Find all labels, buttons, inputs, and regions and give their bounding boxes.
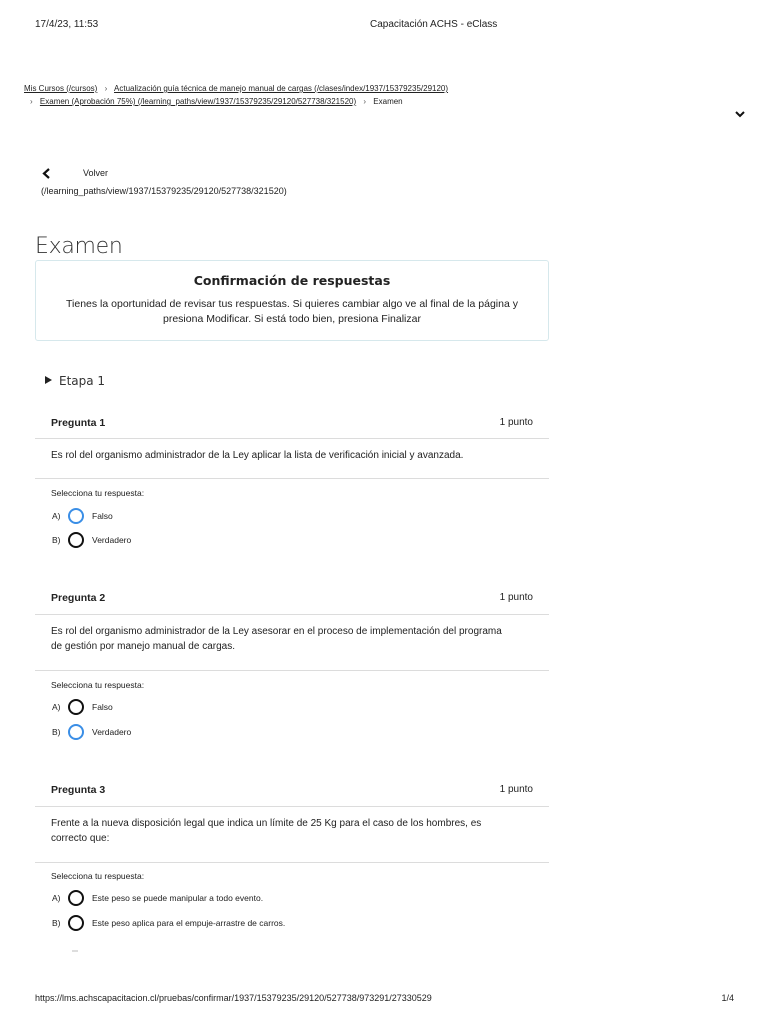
option-label: Falso (92, 511, 113, 521)
breadcrumb-course[interactable]: Actualización guía técnica de manejo manual de cargas (/clases/index/1937/15379235/29120) (114, 84, 449, 93)
option-letter: A) (52, 511, 61, 521)
print-footer-url: https://lms.achscapacitacion.cl/pruebas/confirmar/1937/15379235/29120/527738/973291/27330529 (35, 993, 432, 1003)
breadcrumb-separator: › (363, 97, 367, 106)
breadcrumb-my-courses[interactable]: Mis Cursos (/cursos) (24, 84, 98, 93)
radio-button[interactable] (68, 890, 84, 906)
back-link[interactable]: Volver (83, 168, 109, 178)
question-points: 1 punto (499, 417, 533, 428)
answer-option-b[interactable] (52, 724, 131, 740)
radio-button-selected[interactable] (68, 508, 84, 524)
option-label: Falso (92, 702, 113, 712)
answer-option-a[interactable] (52, 699, 113, 715)
question-title: Pregunta 1 (51, 417, 106, 429)
question-title: Pregunta 3 (51, 784, 106, 796)
breadcrumb-separator: › (30, 97, 33, 106)
print-page-number: 1/4 (721, 993, 734, 1003)
answer-option-b[interactable] (52, 532, 131, 548)
option-letter: A) (52, 893, 61, 903)
option-letter: A) (52, 702, 61, 712)
question-text: Es rol del organismo administrador de la Ley asesorar en el proceso de implementación del programa de gestión por manejo manual de cargas. (51, 626, 502, 652)
option-letter: B) (52, 918, 61, 928)
divider (35, 806, 549, 807)
breadcrumb-separator: › (104, 84, 108, 93)
select-answer-label: Selecciona tu respuesta: (51, 871, 145, 881)
confirmation-title: Confirmación de respuestas (193, 273, 391, 288)
breadcrumb-current: Examen (373, 97, 403, 106)
option-letter: B) (52, 727, 61, 737)
answer-option-b[interactable] (52, 915, 285, 931)
breadcrumb (24, 84, 448, 93)
breadcrumb-line-2 (30, 97, 403, 106)
print-datetime: 17/4/23, 11:53 (35, 19, 99, 30)
breadcrumb-exam-path[interactable]: Examen (Aprobación 75%) (/learning_paths/view/1937/15379235/29120/527738/321520) (39, 97, 357, 106)
print-page-title: Capacitación ACHS - eClass (370, 19, 498, 30)
divider (35, 438, 549, 439)
chevron-left-icon[interactable] (42, 168, 51, 179)
divider (35, 478, 549, 479)
question-text: Es rol del organismo administrador de la Ley aplicar la lista de verificación inicial y avanzada. (51, 450, 464, 461)
divider (35, 862, 549, 863)
option-letter: B) (52, 535, 61, 545)
answer-option-a[interactable] (52, 508, 113, 524)
option-label: Verdadero (92, 535, 132, 545)
question-points: 1 punto (499, 592, 533, 603)
radio-button[interactable] (68, 532, 84, 548)
select-answer-label: Selecciona tu respuesta: (51, 488, 145, 498)
chevron-down-icon[interactable] (734, 108, 746, 120)
divider (35, 670, 549, 671)
stage-label: Etapa 1 (59, 374, 106, 388)
question-text: Frente a la nueva disposición legal que indica un límite de 25 Kg para el caso de los hombres, es correcto que: (51, 818, 482, 844)
cut-off-content (72, 950, 78, 952)
question-points: 1 punto (499, 784, 533, 795)
select-answer-label: Selecciona tu respuesta: (51, 680, 145, 690)
confirmation-text: Tienes la oportunidad de revisar tus respuestas. Si quieres cambiar algo ve al final de la página y presiona Modificar. Si está todo bien, presiona Finalizar (66, 298, 518, 325)
back-link-url[interactable]: (/learning_paths/view/1937/15379235/29120/527738/321520) (41, 186, 287, 196)
question-title: Pregunta 2 (51, 592, 106, 604)
triangle-right-icon (45, 376, 52, 384)
option-label: Este peso aplica para el empuje-arrastre de carros. (92, 918, 286, 928)
radio-button[interactable] (68, 699, 84, 715)
option-label: Verdadero (92, 727, 132, 737)
option-label: Este peso se puede manipular a todo evento. (92, 893, 264, 903)
stage-toggle[interactable] (45, 374, 105, 388)
confirmation-panel (35, 260, 549, 341)
page-title: Examen (35, 234, 123, 259)
radio-button-selected[interactable] (68, 724, 84, 740)
radio-button[interactable] (68, 915, 84, 931)
divider (35, 614, 549, 615)
answer-option-a[interactable] (52, 890, 263, 906)
